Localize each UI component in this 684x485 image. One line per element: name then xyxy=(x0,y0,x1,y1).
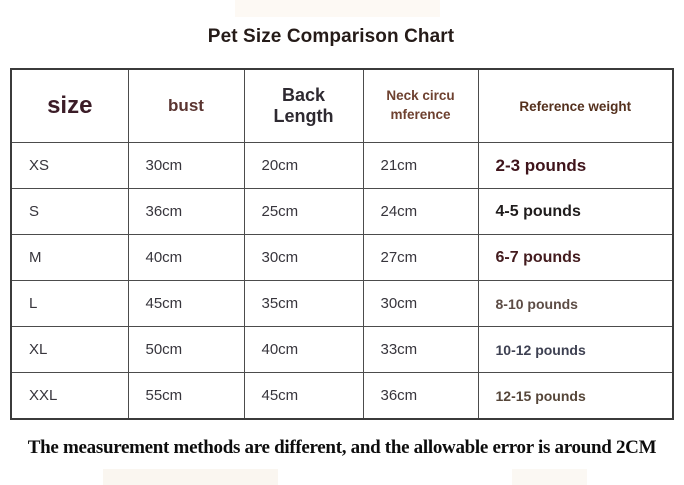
cell-size: L xyxy=(11,281,128,327)
cell-neck-circumference: 36cm xyxy=(363,373,478,420)
col-header-size: size xyxy=(11,69,128,143)
cell-reference-weight: 12-15 pounds xyxy=(478,373,673,420)
cell-size: XS xyxy=(11,143,128,189)
cell-back-length: 30cm xyxy=(244,235,363,281)
cell-bust: 36cm xyxy=(128,189,244,235)
col-header-reference-weight: Reference weight xyxy=(478,69,673,143)
cell-reference-weight: 4-5 pounds xyxy=(478,189,673,235)
table-row-xs xyxy=(11,143,673,189)
measurement-tolerance-note: The measurement methods are different, and the allowable error is around 2CM xyxy=(27,437,657,458)
table-row-s xyxy=(11,189,673,235)
cell-reference-weight: 2-3 pounds xyxy=(478,143,673,189)
table-row-xxl xyxy=(11,373,673,420)
cell-reference-weight: 6-7 pounds xyxy=(478,235,673,281)
cell-bust: 40cm xyxy=(128,235,244,281)
col-header-back-length: Back Length xyxy=(244,69,363,143)
cell-back-length: 35cm xyxy=(244,281,363,327)
cell-size: S xyxy=(11,189,128,235)
cell-back-length: 25cm xyxy=(244,189,363,235)
cell-bust: 30cm xyxy=(128,143,244,189)
size-comparison-table xyxy=(10,68,674,420)
col-header-neck-circumference: Neck circu mference xyxy=(363,69,478,143)
table-row-xl xyxy=(11,327,673,373)
cell-reference-weight: 8-10 pounds xyxy=(478,281,673,327)
top-edge-artifact xyxy=(235,0,440,17)
cell-back-length: 45cm xyxy=(244,373,363,420)
cell-bust: 55cm xyxy=(128,373,244,420)
cell-back-length: 40cm xyxy=(244,327,363,373)
cell-neck-circumference: 30cm xyxy=(363,281,478,327)
cell-size: XL xyxy=(11,327,128,373)
cell-neck-circumference: 21cm xyxy=(363,143,478,189)
page-title: Pet Size Comparison Chart xyxy=(207,26,455,47)
cell-bust: 45cm xyxy=(128,281,244,327)
cell-size: XXL xyxy=(11,373,128,420)
bottom-edge-artifact xyxy=(103,469,278,485)
bottom-edge-artifact xyxy=(512,469,587,485)
cell-reference-weight: 10-12 pounds xyxy=(478,327,673,373)
cell-neck-circumference: 33cm xyxy=(363,327,478,373)
cell-neck-circumference: 27cm xyxy=(363,235,478,281)
table-row-m xyxy=(11,235,673,281)
col-header-bust: bust xyxy=(128,69,244,143)
header-row xyxy=(11,69,673,143)
table-row-l xyxy=(11,281,673,327)
cell-bust: 50cm xyxy=(128,327,244,373)
cell-back-length: 20cm xyxy=(244,143,363,189)
cell-neck-circumference: 24cm xyxy=(363,189,478,235)
cell-size: M xyxy=(11,235,128,281)
